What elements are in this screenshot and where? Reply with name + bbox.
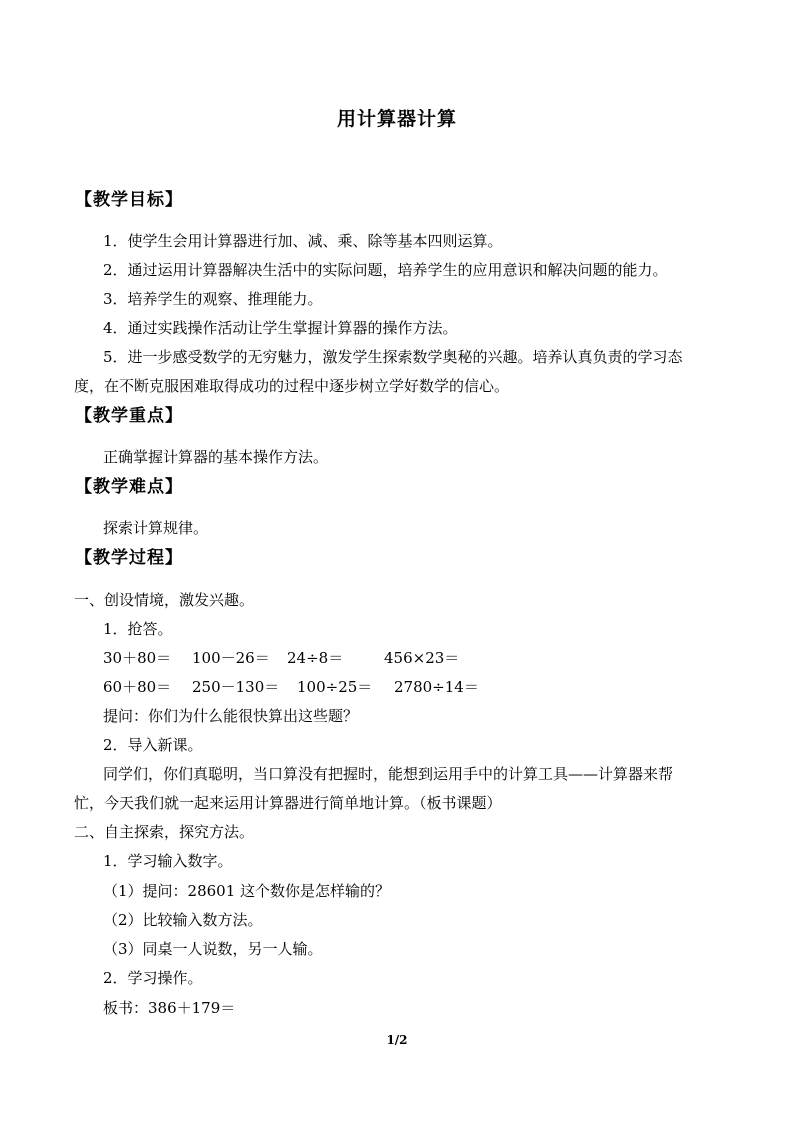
key-point-text: 正确掌握计算器的基本操作方法。	[103, 448, 329, 466]
part1-title: 一、创设情境，激发兴趣。	[74, 591, 255, 609]
heading-process: 【教学过程】	[75, 548, 183, 568]
part2-sub1: （1）提问：28601 这个数你是怎样输的？	[103, 882, 391, 900]
goal-item-5: 5．进一步感受数学的无穷魅力，激发学生探索数学奥秘的兴趣。培养认真负责的学习态	[103, 348, 683, 366]
part2-sub3: （3）同桌一人说数，另一人输。	[103, 940, 323, 958]
goal-item-2: 2．通过运用计算器解决生活中的实际问题，培养学生的应用意识和解决问题的能力。	[103, 261, 668, 279]
part2-sub2: （2）比较输入数方法。	[103, 911, 263, 929]
part1-paragraph-line1: 同学们，你们真聪明，当口算没有把握时，能想到运用手中的计算工具——计算器来帮	[103, 765, 674, 783]
part2-step2: 2．学习操作。	[103, 969, 203, 987]
quiz-row2-item1: 60＋80＝	[103, 678, 172, 696]
page-title: 用计算器计算	[336, 108, 457, 130]
part2-board: 板书：386＋179＝	[103, 999, 236, 1017]
quiz-row2-item2: 250－130＝	[192, 678, 280, 696]
quiz-row2-item3: 100÷25＝	[297, 678, 373, 696]
quiz-row1-item3: 24÷8＝	[287, 649, 344, 667]
goal-item-3: 3．培养学生的观察、推理能力。	[103, 290, 323, 308]
difficulty-text: 探索计算规律。	[103, 519, 209, 537]
heading-key-point: 【教学重点】	[75, 406, 183, 426]
part1-paragraph-line2: 忙，今天我们就一起来运用计算器进行简单地计算。（板书课题）	[74, 794, 502, 812]
quiz-row1-item2: 100－26＝	[192, 649, 270, 667]
part2-title: 二、自主探索，探究方法。	[74, 823, 255, 841]
heading-goals: 【教学目标】	[75, 190, 183, 210]
page-number: 1/2	[386, 1033, 408, 1047]
goal-item-4: 4．通过实践操作活动让学生掌握计算器的操作方法。	[103, 319, 458, 337]
part1-step2: 2．导入新课。	[103, 736, 203, 754]
quiz-row2-item4: 2780÷14＝	[394, 678, 479, 696]
goal-item-1: 1．使学生会用计算器进行加、减、乘、除等基本四则运算。	[103, 232, 503, 250]
goal-item-5-cont: 度，在不断克服困难取得成功的过程中逐步树立学好数学的信心。	[74, 377, 510, 395]
part1-question: 提问：你们为什么能很快算出这些题？	[103, 707, 359, 725]
part1-step1: 1．抢答。	[103, 620, 173, 638]
heading-difficulty: 【教学难点】	[75, 477, 183, 497]
part2-step1: 1．学习输入数字。	[103, 852, 233, 870]
quiz-row1-item1: 30＋80＝	[103, 649, 172, 667]
quiz-row1-item4: 456×23＝	[384, 649, 460, 667]
